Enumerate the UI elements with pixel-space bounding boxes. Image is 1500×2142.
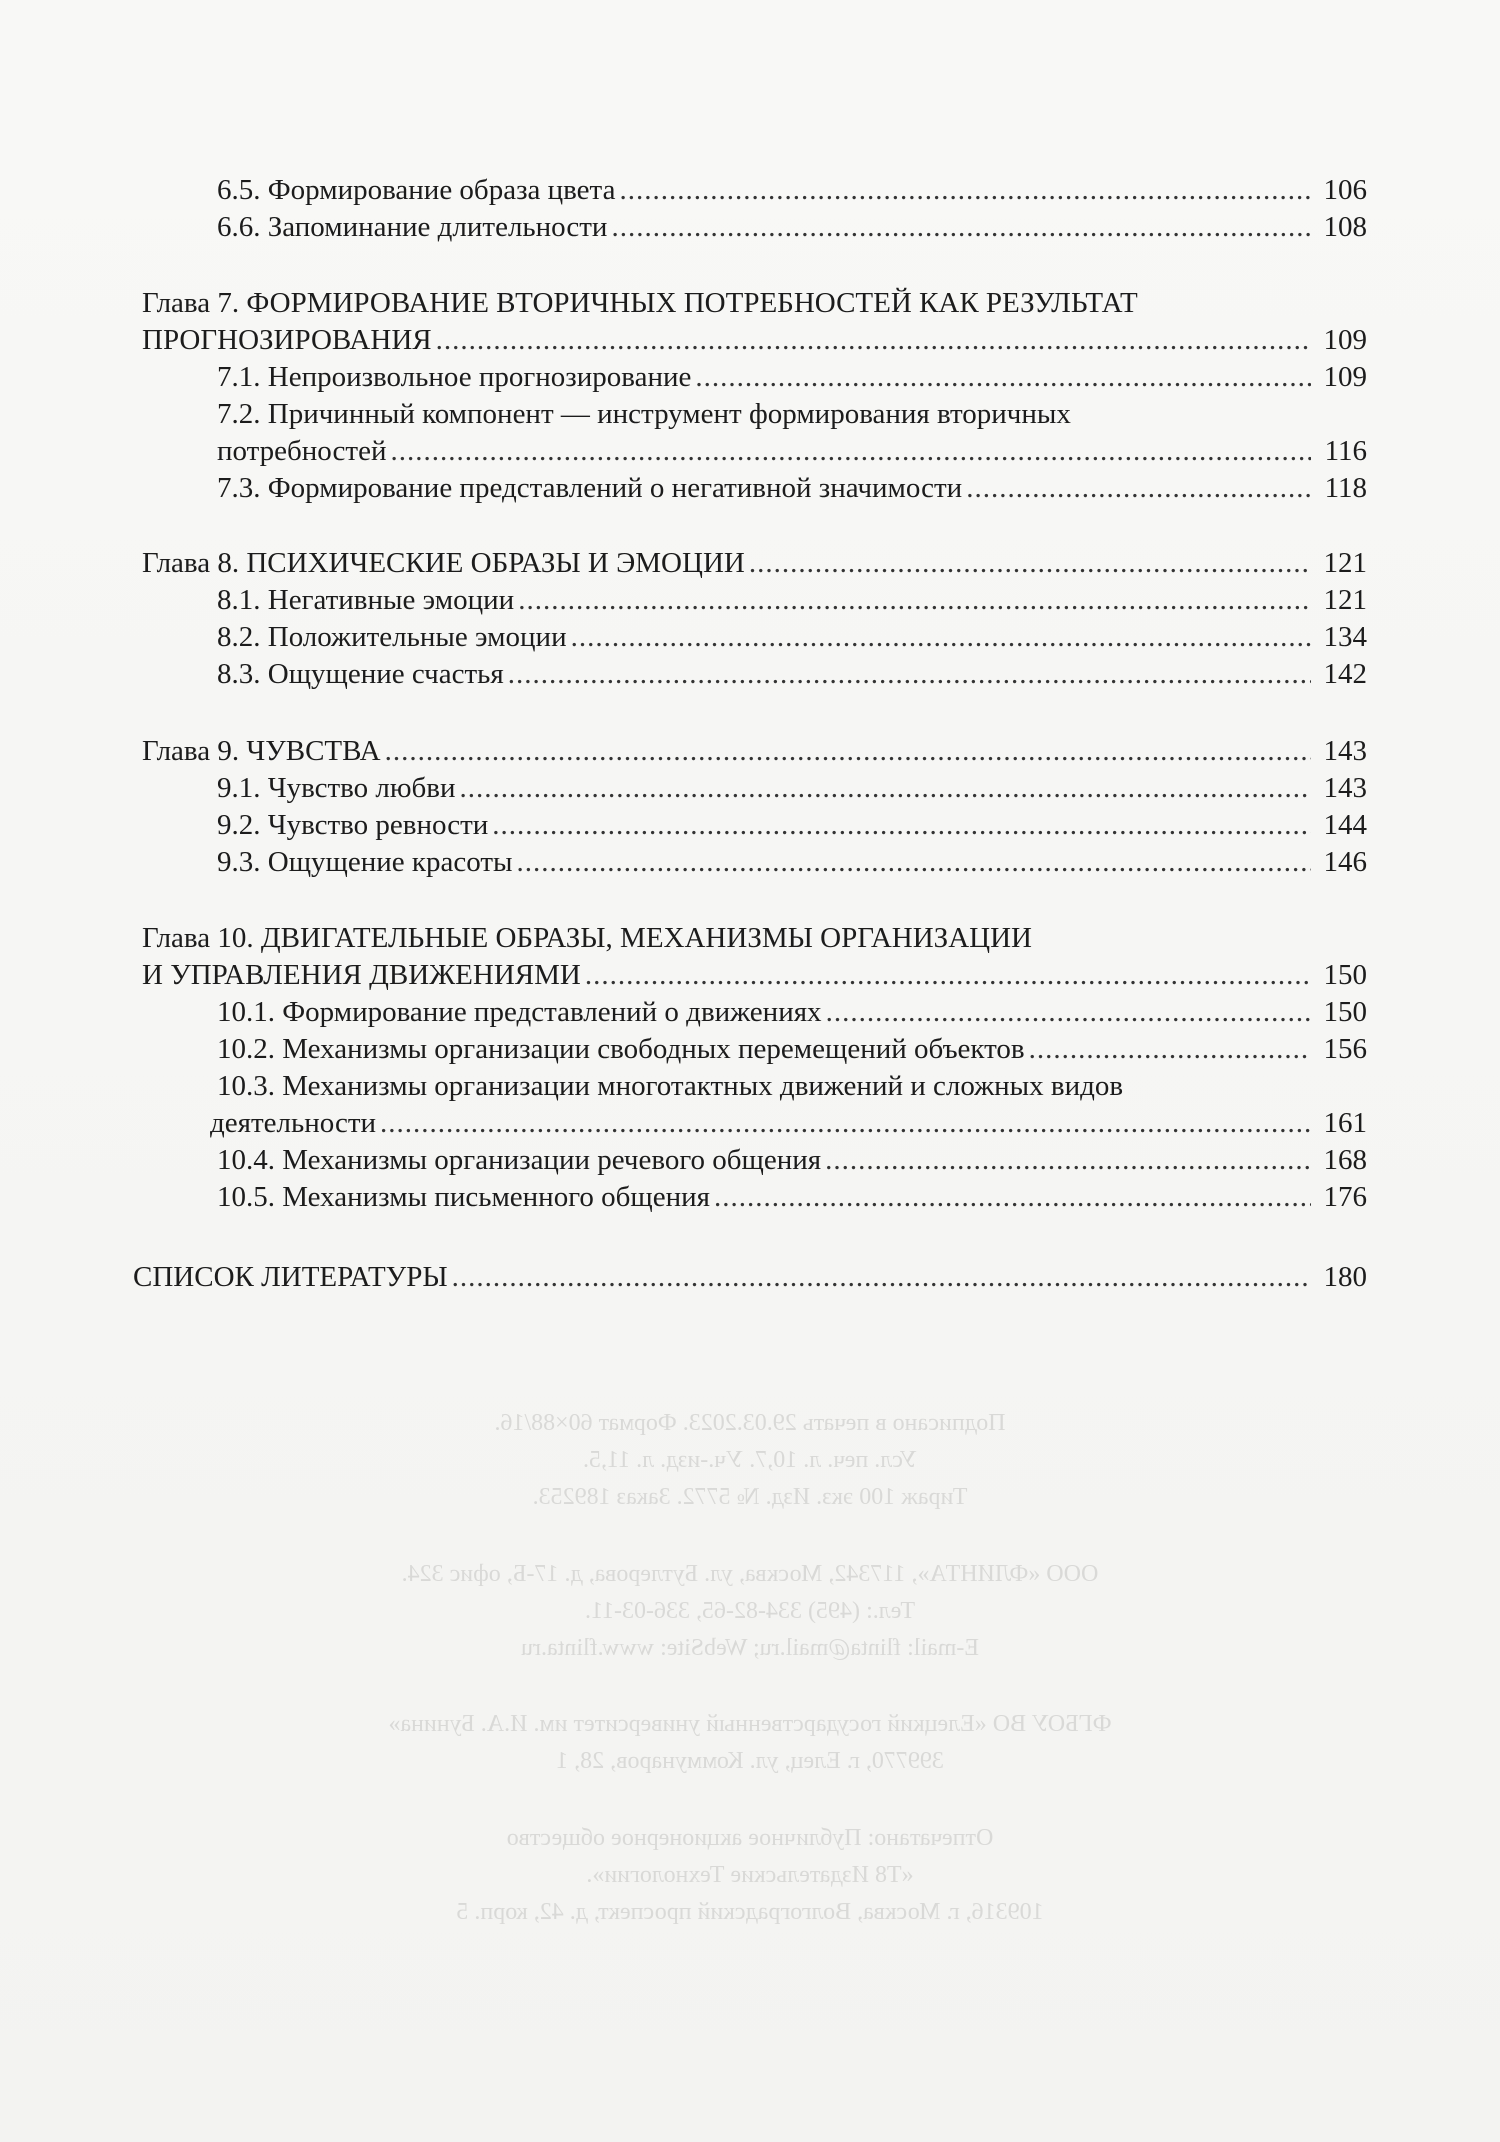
toc-entry-page: 121 <box>1323 547 1367 579</box>
leader-dots <box>385 733 1311 770</box>
leader-dots <box>380 1105 1311 1142</box>
toc-entry-page: 142 <box>1323 658 1367 690</box>
toc-entry-9-2[interactable] <box>217 807 1367 844</box>
toc-entry-page: 180 <box>1323 1261 1367 1293</box>
toc-bibliography[interactable] <box>133 1259 1367 1296</box>
toc-entry-6-6[interactable] <box>217 209 1367 246</box>
toc-entry-page: 118 <box>1324 472 1367 504</box>
toc-entry-page: 108 <box>1323 211 1367 243</box>
toc-entry-title: СПИСОК ЛИТЕРАТУРЫ <box>133 1261 448 1293</box>
toc-entry-title: Глава 9. ЧУВСТВА <box>142 735 381 767</box>
toc-entry-10-1[interactable] <box>217 994 1367 1031</box>
leader-dots <box>826 994 1311 1031</box>
toc-entry-title: 7.1. Непроизвольное прогнозирование <box>217 361 692 393</box>
toc-entry-title: 6.6. Запоминание длительности <box>217 211 608 243</box>
toc-entry-8-1[interactable] <box>217 582 1367 619</box>
bleed-through-imprint-line: E-mail: flinta@mail.ru; WebSite: www.flinta.ru <box>520 1635 980 1661</box>
bleed-through-imprint-line: «T8 Издательские Технологии». <box>586 1862 914 1888</box>
toc-entry-title: 9.2. Чувство ревности <box>217 809 489 841</box>
leader-dots <box>585 957 1311 994</box>
toc-entry-title: 7.3. Формирование представлений о негативной значимости <box>217 472 963 504</box>
leader-dots <box>825 1142 1311 1179</box>
toc-entry-page: 121 <box>1323 584 1367 616</box>
leader-dots <box>611 209 1311 246</box>
leader-dots <box>749 545 1311 582</box>
leader-dots <box>460 770 1311 807</box>
toc-entry-page: 176 <box>1323 1181 1367 1213</box>
toc-entry-title: 9.3. Ощущение красоты <box>217 846 513 878</box>
toc-entry-title: И УПРАВЛЕНИЯ ДВИЖЕНИЯМИ <box>142 959 581 991</box>
bleed-through-imprint-line: ООО «ФЛИНТА», 117342, Москва, ул. Бутлерова, д. 17-Б, офис 324. <box>401 1561 1099 1587</box>
toc-entry-page: 143 <box>1323 772 1367 804</box>
toc-entry-page: 134 <box>1323 621 1367 653</box>
leader-dots <box>452 1259 1311 1296</box>
toc-entry-10-2[interactable] <box>217 1031 1367 1068</box>
bleed-through-imprint-line: ФГБОУ ВО «Елецкий государственный университет им. И.А. Бунина» <box>388 1711 1112 1737</box>
bleed-through-imprint-line: Усл. печ. л. 10,7. Уч.-изд. л. 11,5. <box>583 1447 917 1473</box>
toc-entry-7-3[interactable] <box>217 470 1367 507</box>
toc-entry-title: Глава 8. ПСИХИЧЕСКИЕ ОБРАЗЫ И ЭМОЦИИ <box>142 547 745 579</box>
bleed-through-imprint-line: Отпечатано: Публичное акционерное общество <box>506 1825 994 1851</box>
toc-entry-7-2-title-line1: 7.2. Причинный компонент — инструмент формирования вторичных <box>217 398 1071 430</box>
bleed-through-imprint-line: Подписано в печать 29.03.2023. Формат 60×88/16. <box>494 1410 1006 1436</box>
leader-dots <box>695 359 1311 396</box>
toc-chapter-10[interactable] <box>142 957 1367 994</box>
toc-chapter-7[interactable] <box>142 322 1367 359</box>
leader-dots <box>517 844 1312 881</box>
toc-entry-10-3-title-line1: 10.3. Механизмы организации многотактных движений и сложных видов <box>217 1070 1124 1102</box>
leader-dots <box>571 619 1311 656</box>
leader-dots <box>508 656 1311 693</box>
toc-entry-page: 150 <box>1323 959 1367 991</box>
bleed-through-imprint-line: Тираж 100 экз. Изд. № 5772. Заказ 189253. <box>532 1484 968 1510</box>
toc-entry-10-5[interactable] <box>217 1179 1367 1216</box>
leader-dots <box>390 433 1311 470</box>
toc-entry-10-4[interactable] <box>217 1142 1367 1179</box>
toc-chapter-8[interactable] <box>142 545 1367 582</box>
bleed-through-imprint-line: 399770, г. Елец, ул. Коммунаров, 28, 1 <box>556 1748 944 1774</box>
toc-entry-8-3[interactable] <box>217 656 1367 693</box>
toc-entry-7-1[interactable] <box>217 359 1367 396</box>
leader-dots <box>966 470 1311 507</box>
toc-entry-page: 109 <box>1323 361 1367 393</box>
toc-entry-title: 8.1. Негативные эмоции <box>217 584 515 616</box>
leader-dots <box>436 322 1311 359</box>
leader-dots <box>492 807 1311 844</box>
toc-entry-7-2[interactable] <box>217 433 1367 470</box>
toc-entry-title: 10.1. Формирование представлений о движениях <box>217 996 822 1028</box>
toc-entry-page: 146 <box>1323 846 1367 878</box>
toc-entry-page: 156 <box>1323 1033 1367 1065</box>
toc-entry-page: 150 <box>1323 996 1367 1028</box>
toc-entry-page: 109 <box>1323 324 1367 356</box>
bleed-through-imprint-line: 109316, г. Москва, Волгоградский проспект, д. 42, корп. 5 <box>456 1899 1044 1925</box>
toc-entry-title: 9.1. Чувство любви <box>217 772 456 804</box>
toc-entry-page: 106 <box>1323 174 1367 206</box>
toc-entry-title: 10.2. Механизмы организации свободных перемещений объектов <box>217 1033 1025 1065</box>
toc-entry-page: 143 <box>1323 735 1367 767</box>
toc-entry-page: 116 <box>1324 435 1367 467</box>
toc-entry-title: деятельности <box>210 1107 377 1139</box>
toc-entry-title: 10.5. Механизмы письменного общения <box>217 1181 710 1213</box>
toc-entry-page: 161 <box>1323 1107 1367 1139</box>
toc-entry-page: 168 <box>1323 1144 1367 1176</box>
toc-entry-title: 10.4. Механизмы организации речевого общения <box>217 1144 822 1176</box>
toc-entry-title: 8.3. Ощущение счастья <box>217 658 504 690</box>
toc-entry-title: 6.5. Формирование образа цвета <box>217 174 616 206</box>
toc-entry-8-2[interactable] <box>217 619 1367 656</box>
toc-chapter-9[interactable] <box>142 733 1367 770</box>
toc-chapter-10-title-line1: Глава 10. ДВИГАТЕЛЬНЫЕ ОБРАЗЫ, МЕХАНИЗМЫ ОРГАНИЗАЦИИ <box>142 922 1032 954</box>
toc-entry-page: 144 <box>1323 809 1367 841</box>
leader-dots <box>1029 1031 1311 1068</box>
leader-dots <box>518 582 1311 619</box>
leader-dots <box>619 172 1311 209</box>
toc-entry-title: ПРОГНОЗИРОВАНИЯ <box>142 324 432 356</box>
toc-chapter-7-title-line1: Глава 7. ФОРМИРОВАНИЕ ВТОРИЧНЫХ ПОТРЕБНОСТЕЙ КАК РЕЗУЛЬТАТ <box>142 287 1138 319</box>
toc-entry-9-3[interactable] <box>217 844 1367 881</box>
toc-entry-10-3[interactable] <box>210 1105 1367 1142</box>
bleed-through-imprint-line: Тел.: (495) 334-82-65, 336-03-11. <box>584 1598 916 1624</box>
leader-dots <box>714 1179 1311 1216</box>
toc-entry-6-5[interactable] <box>217 172 1367 209</box>
toc-entry-title: 8.2. Положительные эмоции <box>217 621 567 653</box>
toc-entry-title: потребностей <box>217 435 387 467</box>
toc-entry-9-1[interactable] <box>217 770 1367 807</box>
